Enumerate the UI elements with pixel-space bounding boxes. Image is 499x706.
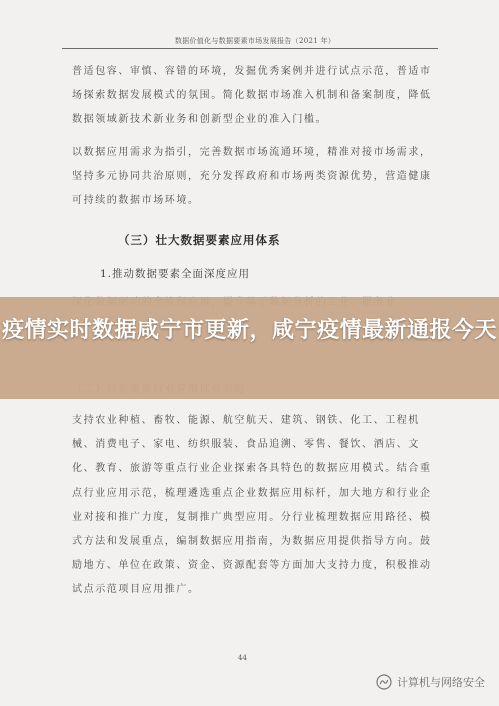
wechat-channel-icon — [376, 674, 392, 690]
banner-title[interactable]: 疫情实时数据咸宁市更新，咸宁疫情最新通报今天 — [1, 318, 497, 343]
document-header: 数据价值化与数据要素市场发展报告（2021 年） — [174, 37, 336, 45]
section-title: （三）壮大数据要素应用体系 — [118, 233, 281, 247]
header-divider — [62, 48, 438, 49]
sub-heading: 1.推动数据要素全面深度应用 — [100, 268, 251, 280]
paragraph-3: 支持农业种植、畜牧、能源、航空航天、建筑、钢铁、化工、工程机械、消费电子、家电、纺织服装、食品追溯、零售、餐饮、酒店、文化、教育、旅游等重点行业企业探索各具特色的数据应用模式。结合重点行业应用示范，梳理遴选重点企业数据应用标杆，加大地方和行业企业对接和推广力度，复制推广典型应用。分行业梳理数据应用路径、模式方法和发展重点，编制数据应用指南，为数据应用提供指导方向。鼓励地方、单位在政策、资金、资源配套等方面加大支持力度，积极推动试点示范项目应用推广。 — [72, 415, 432, 596]
page-number: 44 — [238, 654, 247, 662]
watermark — [376, 674, 485, 690]
paragraph-2: 以数据应用需求为指引，完善数据市场流通环境，精准对接市场需求，坚持多元协同共治原则，充分发挥政府和市场两类资源优势，营造健康可持续的数据市场环境。 — [72, 147, 432, 207]
paragraph-1: 普适包容、审慎、容错的环境，发掘优秀案例并进行试点示范，普适市场探索数据发展模式的氛围。简化数据市场准入机制和备案制度，降低数据领域新技术新业务和创新型企业的准入门槛。 — [72, 66, 432, 126]
watermark-label: 计算机与网络安全 — [397, 676, 485, 689]
